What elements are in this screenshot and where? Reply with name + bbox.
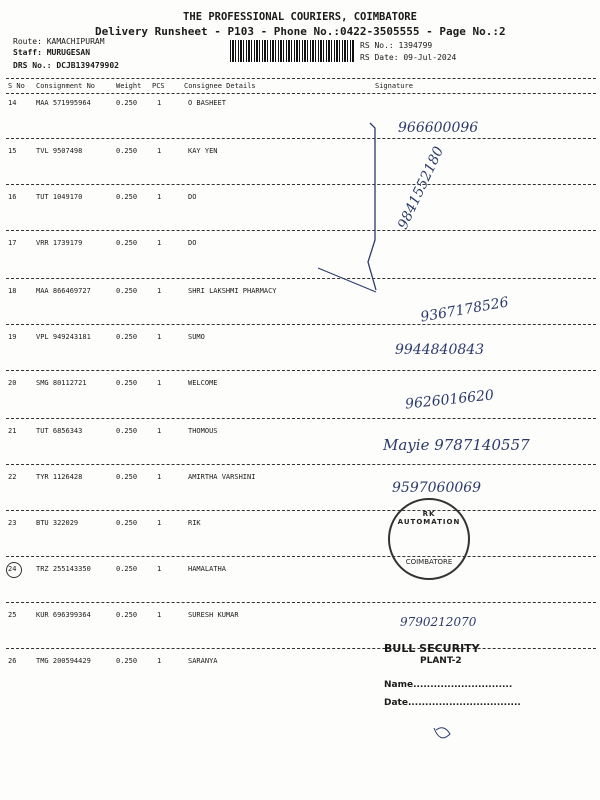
cell-sno: 26 [8,657,17,665]
cell-pcs: 1 [157,147,162,155]
col-header-consignee: Consignee Details [184,82,256,90]
cell-name: DO [188,193,197,201]
col-header-signature: Signature [375,82,413,90]
cell-wt: 0.250 [116,427,138,435]
cell-cno: TUT 1049170 [36,193,83,201]
cell-name: SURESH KUMAR [188,611,239,619]
cell-wt: 0.250 [116,379,138,387]
cell-pcs: 1 [157,519,162,527]
cell-pcs: 1 [157,193,162,201]
cell-sno: 15 [8,147,17,155]
signature-row-21: Mayie 9787140557 [383,436,530,454]
cell-pcs: 1 [157,333,162,341]
cell-cno: VPL 949243181 [36,333,91,341]
cell-pcs: 1 [157,427,162,435]
cell-sno: 16 [8,193,17,201]
cell-wt: 0.250 [116,99,138,107]
cell-name: WELCOME [188,379,218,387]
cell-wt: 0.250 [116,519,138,527]
cell-name: HAMALATHA [188,565,226,573]
col-header-pcs: PCS [152,82,165,90]
cell-name: SHRI LAKSHMI PHARMACY [188,287,277,295]
signature-row-18: 9367178526 [419,294,510,326]
cell-wt: 0.250 [116,565,138,573]
cell-pcs: 1 [157,99,162,107]
drs-number: DRS No.: DCJB139479902 [13,61,119,70]
cell-cno: MAA 571995964 [36,99,91,107]
cell-wt: 0.250 [116,333,138,341]
cell-sno: 21 [8,427,17,435]
ink-squiggle [434,728,450,738]
cell-wt: 0.250 [116,473,138,481]
cell-pcs: 1 [157,287,162,295]
cell-wt: 0.250 [116,147,138,155]
cell-name: SARANYA [188,657,218,665]
cell-cno: TMG 200594429 [36,657,91,665]
cell-name: RIK [188,519,201,527]
cell-cno: BTU 322029 [36,519,79,527]
name-label: Name............................. [384,680,513,690]
cell-sno: 19 [8,333,17,341]
cell-pcs: 1 [157,657,162,665]
company-title: THE PROFESSIONAL COURIERS, COIMBATORE [183,11,417,23]
cell-pcs: 1 [157,473,162,481]
cell-wt: 0.250 [116,239,138,247]
staff-label: Staff: MURUGESAN [13,48,91,57]
cell-sno: 20 [8,379,17,387]
cell-cno: MAA 866469727 [36,287,91,295]
bracket-mark [368,123,376,290]
cell-name: THOMOUS [188,427,218,435]
cell-cno: TVL 9507498 [36,147,83,155]
bull-security-stamp: BULL SECURITY [384,642,480,655]
signature-row-14: 966600096 [398,120,479,136]
cell-sno: 24 [8,565,17,573]
cell-pcs: 1 [157,611,162,619]
cell-name: O BASHEET [188,99,226,107]
cell-wt: 0.250 [116,611,138,619]
row-24-circle-mark [6,562,22,578]
col-header-weight: Weight [116,82,142,90]
cell-name: AMIRTHA VARSHINI [188,473,256,481]
cell-wt: 0.250 [116,193,138,201]
cell-cno: KUR 696399364 [36,611,91,619]
bull-security-plant: PLANT-2 [420,656,462,666]
col-header-consignment: Consignment No [36,82,96,90]
cell-sno: 18 [8,287,17,295]
signature-row-20: 9626016620 [404,387,495,413]
cell-wt: 0.250 [116,657,138,665]
name-label-text: Name [384,680,414,690]
cell-name: KAY YEN [188,147,218,155]
cell-sno: 17 [8,239,17,247]
stamp-line-1: RK AUTOMATION [397,510,461,526]
cell-cno: TRZ 255143350 [36,565,91,573]
cell-pcs: 1 [157,379,162,387]
cell-wt: 0.250 [116,287,138,295]
runsheet-subtitle: Delivery Runsheet - P103 - Phone No.:0422-3505555 - Page No.:2 [95,25,506,38]
cell-pcs: 1 [157,239,162,247]
signature-row-16: 9841552180 [395,144,448,232]
signature-row-19: 9944840843 [395,342,485,358]
route-label: Route: KAMACHIPURAM [13,37,105,46]
cell-sno: 23 [8,519,17,527]
cell-cno: VRR 1739179 [36,239,83,247]
cell-sno: 14 [8,99,17,107]
tick-line [318,268,376,292]
cell-name: SUMO [188,333,205,341]
rs-date: RS Date: 09-Jul-2024 [360,53,457,62]
cell-sno: 22 [8,473,17,481]
cell-cno: SMG 80112721 [36,379,87,387]
date-label-text: Date [384,698,408,708]
signature-row-25: 9790212070 [400,615,477,629]
cell-cno: TYR 1126428 [36,473,83,481]
stamp-line-2: COIMBATORE [405,558,453,566]
cell-name: DO [188,239,197,247]
cell-cno: TUT 6856343 [36,427,83,435]
cell-pcs: 1 [157,565,162,573]
cell-sno: 25 [8,611,17,619]
date-label: Date................................. [384,698,521,708]
col-header-sno: S No [8,82,25,90]
rs-number: RS No.: 1394799 [360,41,433,50]
signature-row-22: 9597060069 [392,480,482,496]
